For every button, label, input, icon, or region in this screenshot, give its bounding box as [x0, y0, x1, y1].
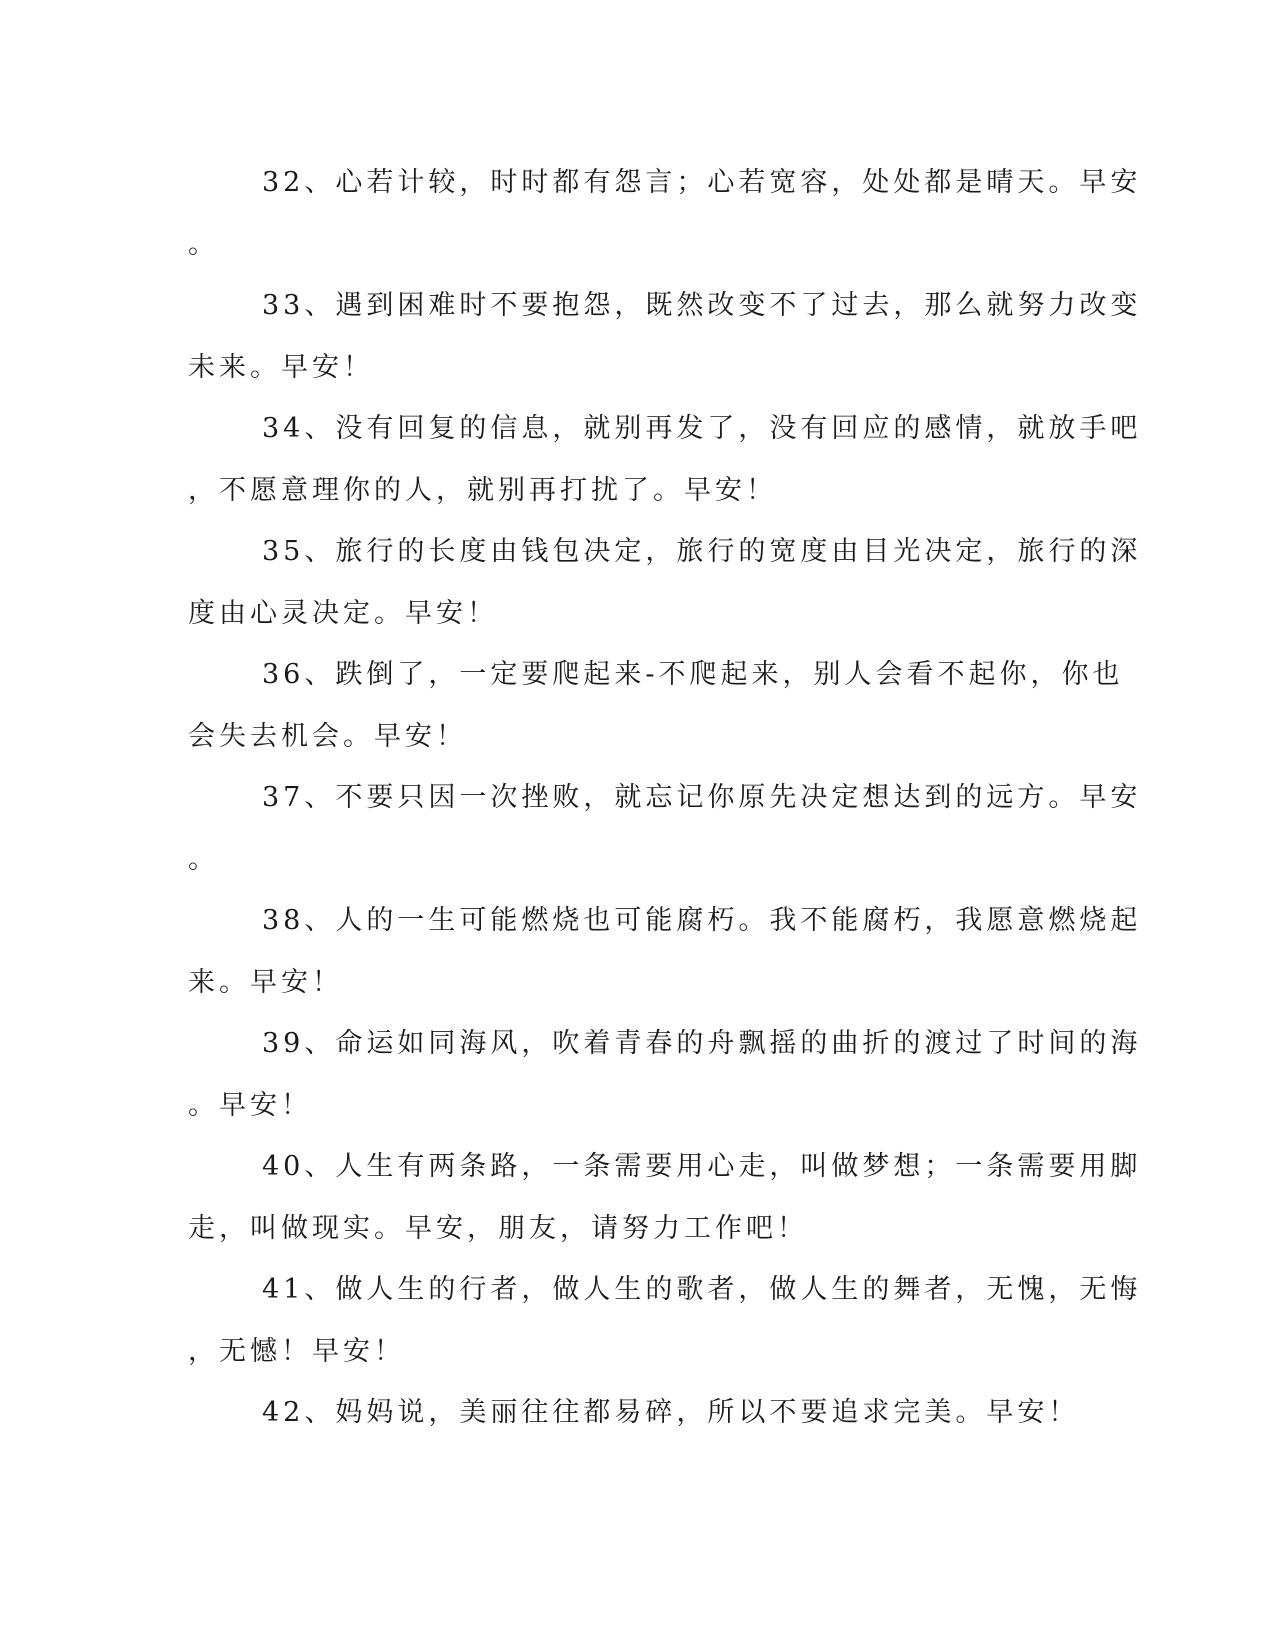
quote-entry-32 [188, 152, 1142, 275]
entry-line: ，无憾！早安！ [188, 1335, 405, 1367]
quote-entry-33 [188, 275, 1142, 398]
entry-line: 42、妈妈说，美丽往往都易碎，所以不要追求完美。早安！ [262, 1397, 1080, 1428]
entry-line: 度由心灵决定。早安！ [188, 597, 498, 629]
entry-line: 33、遇到困难时不要抱怨，既然改变不了过去，那么就努力改变 [262, 290, 1142, 321]
entry-line: 。 [188, 228, 219, 260]
entry-line: 走，叫做现实。早安，朋友，请努力工作吧！ [188, 1212, 808, 1244]
entry-line: 。早安！ [188, 1089, 312, 1121]
quote-entry-34 [188, 398, 1142, 521]
quote-entry-35 [188, 521, 1142, 644]
entry-line: 来。早安！ [188, 966, 343, 998]
entry-line: ，不愿意理你的人，就别再打扰了。早安！ [188, 474, 777, 506]
entry-line: 39、命运如同海风，吹着青春的舟飘摇的曲折的渡过了时间的海 [262, 1028, 1142, 1059]
entry-line: 。 [188, 843, 219, 875]
entry-line: 未来。早安！ [188, 351, 374, 383]
entry-line: 36、跌倒了，一定要爬起来-不爬起来，别人会看不起你，你也 [262, 659, 1124, 690]
entry-line: 40、人生有两条路，一条需要用心走，叫做梦想；一条需要用脚 [262, 1151, 1142, 1182]
quote-list [188, 152, 1142, 1444]
entry-line: 41、做人生的行者，做人生的歌者，做人生的舞者，无愧，无悔 [262, 1274, 1142, 1305]
entry-line: 37、不要只因一次挫败，就忘记你原先决定想达到的远方。早安 [262, 782, 1142, 813]
quote-entry-42 [188, 1382, 1080, 1444]
quote-entry-40 [188, 1136, 1142, 1259]
entry-line: 32、心若计较，时时都有怨言；心若宽容，处处都是晴天。早安 [262, 167, 1142, 198]
quote-entry-36 [188, 644, 1124, 767]
entry-line: 38、人的一生可能燃烧也可能腐朽。我不能腐朽，我愿意燃烧起 [262, 905, 1142, 936]
quote-entry-41 [188, 1259, 1142, 1382]
quote-entry-39 [188, 1013, 1142, 1136]
quote-entry-38 [188, 890, 1142, 1013]
entry-line: 会失去机会。早安！ [188, 720, 467, 752]
entry-line: 34、没有回复的信息，就别再发了，没有回应的感情，就放手吧 [262, 413, 1142, 444]
entry-line: 35、旅行的长度由钱包决定，旅行的宽度由目光决定，旅行的深 [262, 536, 1142, 567]
quote-entry-37 [188, 767, 1142, 890]
